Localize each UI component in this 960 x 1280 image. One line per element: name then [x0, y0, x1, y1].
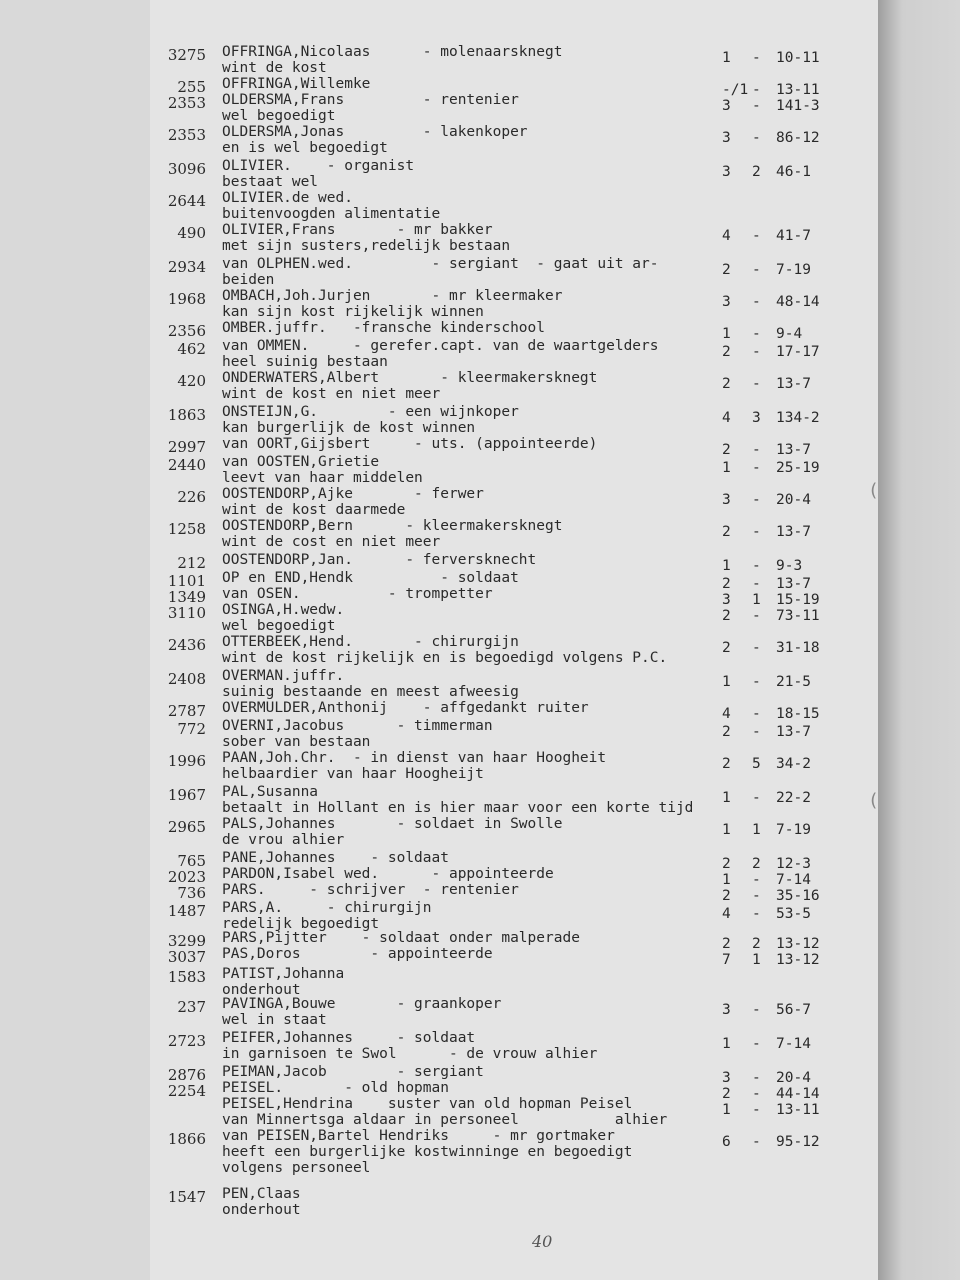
entry-amount: 13-12: [776, 936, 820, 952]
entry-name-line: PARDON,Isabel wed. - appointeerde: [222, 866, 554, 882]
entry-name-line: van OSEN. - trompetter: [222, 586, 493, 602]
entry-col-a: 2: [722, 724, 731, 740]
entry-col-a: 3: [722, 130, 731, 146]
entry-name-line: OLIVIER.de wed.: [222, 190, 353, 206]
entry-col-b: -: [752, 294, 761, 310]
entry-col-b: -: [752, 1002, 761, 1018]
entry-col-b: -: [752, 1070, 761, 1086]
entry-note-line: leevt van haar middelen: [222, 470, 423, 486]
entry-col-a: 2: [722, 936, 731, 952]
entry-col-a: 2: [722, 262, 731, 278]
entry-col-b: -: [752, 906, 761, 922]
entry-number: 1258: [167, 520, 206, 538]
entry-number: 1349: [167, 588, 206, 606]
entry-number: 1866: [167, 1130, 206, 1148]
entry-name-line: OLIVIER,Frans - mr bakker: [222, 222, 493, 238]
entry-name-line: PEIMAN,Jacob - sergiant: [222, 1064, 484, 1080]
entry-col-b: -: [752, 228, 761, 244]
entry-col-b: 1: [752, 592, 761, 608]
entry-name-line: PAS,Doros - appointeerde: [222, 946, 493, 962]
entry-col-a: 2: [722, 376, 731, 392]
entry-number: 2934: [167, 258, 206, 276]
entry-col-a: 2: [722, 756, 731, 772]
entry-amount: 7-14: [776, 1036, 811, 1052]
entry-col-a: 2: [722, 608, 731, 624]
entry-col-a: 4: [722, 906, 731, 922]
entry-name-line: ONDERWATERS,Albert - kleermakersknegt: [222, 370, 598, 386]
entry-name-line: OMBER.juffr. -fransche kinderschool: [222, 320, 546, 336]
entry-col-b: -: [752, 790, 761, 806]
entry-col-b: 2: [752, 856, 761, 872]
entry-name-line: OP en END,Hendk - soldaat: [222, 570, 519, 586]
entry-note-line: wint de kost: [222, 60, 327, 76]
entry-col-b: -: [752, 1102, 761, 1118]
entry-number: 1968: [167, 290, 206, 308]
entry-note-line: van Minnertsga aldaar in personeel alhier: [222, 1112, 668, 1128]
entry-name-line: PANE,Johannes - soldaat: [222, 850, 449, 866]
entry-col-b: -: [752, 460, 761, 476]
entry-amount: 9-4: [776, 326, 803, 342]
entry-note-line: wint de kost en niet meer: [222, 386, 441, 402]
entry-number: 1967: [167, 786, 206, 804]
entry-name-line: PARS,A. - chirurgijn: [222, 900, 432, 916]
entry-number: 2440: [167, 456, 206, 474]
entry-number: 462: [177, 340, 206, 358]
entry-number: 3275: [167, 46, 206, 64]
entry-note-line: sober van bestaan: [222, 734, 371, 750]
entry-name-line: OOSTENDORP,Ajke - ferwer: [222, 486, 484, 502]
binder-hole-mark: (: [868, 480, 879, 501]
entry-col-a: 4: [722, 706, 731, 722]
entry-col-b: -: [752, 888, 761, 904]
entry-col-b: -: [752, 344, 761, 360]
entry-number: 2436: [167, 636, 206, 654]
entry-col-a: 1: [722, 1102, 731, 1118]
entry-number: 1583: [167, 968, 206, 986]
entry-name-line: OOSTENDORP,Jan. - ferversknecht: [222, 552, 537, 568]
entry-col-b: 2: [752, 164, 761, 180]
entry-col-a: 3: [722, 492, 731, 508]
entry-name-line: PAAN,Joh.Chr. - in dienst van haar Hoogheit: [222, 750, 607, 766]
entry-name-line: OLDERSMA,Frans - rentenier: [222, 92, 519, 108]
entry-amount: 44-14: [776, 1086, 820, 1102]
entry-name-line: OLDERSMA,Jonas - lakenkoper: [222, 124, 528, 140]
entry-amount: 13-11: [776, 1102, 820, 1118]
entry-col-a: 6: [722, 1134, 731, 1150]
entry-name-line: OMBACH,Joh.Jurjen - mr kleermaker: [222, 288, 563, 304]
entry-number: 3037: [167, 948, 206, 966]
entry-note-line: redelijk begoedigt: [222, 916, 380, 932]
entry-note-line: met sijn susters,redelijk bestaan: [222, 238, 511, 254]
entry-col-a: -/1: [722, 82, 749, 98]
entry-col-a: 3: [722, 592, 731, 608]
entry-number: 255: [177, 78, 206, 96]
entry-col-b: -: [752, 492, 761, 508]
scan-right-edge: [878, 0, 960, 1280]
entry-col-a: 7: [722, 952, 731, 968]
entry-col-b: -: [752, 1036, 761, 1052]
entry-amount: 7-14: [776, 872, 811, 888]
entry-amount: 13-12: [776, 952, 820, 968]
entry-note-line: heel suinig bestaan: [222, 354, 388, 370]
entry-col-b: -: [752, 724, 761, 740]
entry-note-line: volgens personeel: [222, 1160, 371, 1176]
entry-col-b: -: [752, 872, 761, 888]
entry-number: 1101: [167, 572, 206, 590]
entry-col-a: 2: [722, 856, 731, 872]
entry-col-a: 2: [722, 888, 731, 904]
entry-col-a: 1: [722, 558, 731, 574]
entry-note-line: onderhout: [222, 1202, 301, 1218]
entry-number: 1863: [167, 406, 206, 424]
entry-col-a: 1: [722, 872, 731, 888]
entry-col-b: -: [752, 608, 761, 624]
entry-name-line: OVERMULDER,Anthonij - affgedankt ruiter: [222, 700, 589, 716]
entry-number: 2997: [167, 438, 206, 456]
entry-amount: 10-11: [776, 50, 820, 66]
entry-name-line: PAL,Susanna: [222, 784, 319, 800]
entry-col-b: -: [752, 706, 761, 722]
entry-col-b: -: [752, 376, 761, 392]
scan-left-margin: [0, 0, 150, 1280]
entry-amount: 53-5: [776, 906, 811, 922]
entry-amount: 48-14: [776, 294, 820, 310]
entry-col-b: -: [752, 82, 761, 98]
entry-note-line: beiden: [222, 272, 275, 288]
entry-number: 226: [177, 488, 206, 506]
entry-name-line: PEISEL,Hendrina suster van old hopman Peisel: [222, 1096, 633, 1112]
entry-name-line: van PEISEN,Bartel Hendriks - mr gortmaker: [222, 1128, 615, 1144]
entry-number: 1996: [167, 752, 206, 770]
entry-amount: 9-3: [776, 558, 803, 574]
entry-number: 212: [177, 554, 206, 572]
entry-name-line: PEIFER,Johannes - soldaat: [222, 1030, 476, 1046]
entry-col-a: 2: [722, 524, 731, 540]
entry-name-line: ONSTEIJN,G. - een wijnkoper: [222, 404, 519, 420]
entry-amount: 31-18: [776, 640, 820, 656]
entry-name-line: OTTERBEEK,Hend. - chirurgijn: [222, 634, 519, 650]
entry-note-line: buitenvoogden alimentatie: [222, 206, 441, 222]
entry-col-b: -: [752, 640, 761, 656]
entry-name-line: PATIST,Johanna: [222, 966, 345, 982]
entry-amount: 13-11: [776, 82, 820, 98]
entry-number: 3299: [167, 932, 206, 950]
entry-name-line: van OORT,Gijsbert - uts. (appointeerde): [222, 436, 598, 452]
entry-note-line: wint de kost daarmede: [222, 502, 406, 518]
entry-name-line: van OOSTEN,Grietie: [222, 454, 380, 470]
entry-name-line: OLIVIER. - organist: [222, 158, 415, 174]
entry-name-line: OVERNI,Jacobus - timmerman: [222, 718, 493, 734]
entry-col-b: -: [752, 262, 761, 278]
entry-col-b: 1: [752, 952, 761, 968]
entry-amount: 25-19: [776, 460, 820, 476]
entry-amount: 13-7: [776, 576, 811, 592]
entry-amount: 17-17: [776, 344, 820, 360]
entry-col-a: 2: [722, 1086, 731, 1102]
entry-number: 765: [177, 852, 206, 870]
entry-note-line: helbaardier van haar Hoogheijt: [222, 766, 484, 782]
entry-note-line: suinig bestaande en meest afweesig: [222, 684, 519, 700]
entry-number: 3096: [167, 160, 206, 178]
entry-name-line: PARS,Pijtter - soldaat onder malperade: [222, 930, 580, 946]
entry-col-b: -: [752, 1086, 761, 1102]
entry-name-line: van OMMEN. - gerefer.capt. van de waartgelders: [222, 338, 659, 354]
entry-amount: 7-19: [776, 822, 811, 838]
entry-note-line: wint de cost en niet meer: [222, 534, 441, 550]
entry-amount: 20-4: [776, 492, 811, 508]
entry-col-a: 1: [722, 50, 731, 66]
entry-amount: 41-7: [776, 228, 811, 244]
entry-col-a: 1: [722, 674, 731, 690]
entry-name-line: OFFRINGA,Nicolaas - molenaarsknegt: [222, 44, 563, 60]
entry-number: 237: [177, 998, 206, 1016]
entry-col-a: 1: [722, 790, 731, 806]
entry-number: 490: [177, 224, 206, 242]
entry-amount: 22-2: [776, 790, 811, 806]
entry-col-b: -: [752, 576, 761, 592]
entry-amount: 86-12: [776, 130, 820, 146]
entry-amount: 12-3: [776, 856, 811, 872]
entry-col-a: 3: [722, 1002, 731, 1018]
entry-amount: 21-5: [776, 674, 811, 690]
entry-number: 2353: [167, 94, 206, 112]
entry-amount: 7-19: [776, 262, 811, 278]
entry-note-line: betaalt in Hollant en is hier maar voor een korte tijd: [222, 800, 694, 816]
entry-col-a: 3: [722, 164, 731, 180]
entry-name-line: PALS,Johannes - soldaet in Swolle: [222, 816, 563, 832]
entry-amount: 13-7: [776, 376, 811, 392]
entry-number: 1487: [167, 902, 206, 920]
entry-amount: 20-4: [776, 1070, 811, 1086]
entry-name-line: OVERMAN.juffr.: [222, 668, 345, 684]
entry-number: 3110: [167, 604, 206, 622]
entry-number: 2876: [167, 1066, 206, 1084]
entry-amount: 34-2: [776, 756, 811, 772]
entry-note-line: kan sijn kost rijkelijk winnen: [222, 304, 484, 320]
entry-note-line: bestaat wel: [222, 174, 319, 190]
entry-amount: 56-7: [776, 1002, 811, 1018]
entry-note-line: de vrou alhier: [222, 832, 345, 848]
entry-col-a: 1: [722, 326, 731, 342]
entry-note-line: en is wel begoedigt: [222, 140, 388, 156]
entry-number: 772: [177, 720, 206, 738]
entry-col-a: 4: [722, 228, 731, 244]
entry-amount: 13-7: [776, 442, 811, 458]
entry-number: 1547: [167, 1188, 206, 1206]
entry-col-b: -: [752, 558, 761, 574]
entry-amount: 73-11: [776, 608, 820, 624]
entry-number: 2644: [167, 192, 206, 210]
entry-name-line: PEISEL. - old hopman: [222, 1080, 449, 1096]
entry-col-b: 5: [752, 756, 761, 772]
entry-note-line: heeft een burgerlijke kostwinninge en begoedigt: [222, 1144, 633, 1160]
entry-note-line: wel in staat: [222, 1012, 327, 1028]
entry-col-a: 1: [722, 822, 731, 838]
entry-note-line: kan burgerlijk de kost winnen: [222, 420, 476, 436]
entry-col-b: 2: [752, 936, 761, 952]
entry-note-line: in garnisoen te Swol - de vrouw alhier: [222, 1046, 598, 1062]
entry-name-line: PARS. - schrijver - rentenier: [222, 882, 519, 898]
entry-number: 2723: [167, 1032, 206, 1050]
entry-col-b: -: [752, 98, 761, 114]
entry-name-line: PEN,Claas: [222, 1186, 301, 1202]
page-number: 40: [532, 1232, 553, 1251]
entry-amount: 35-16: [776, 888, 820, 904]
entry-number: 2356: [167, 322, 206, 340]
entry-col-b: -: [752, 674, 761, 690]
entry-amount: 18-15: [776, 706, 820, 722]
entry-number: 2787: [167, 702, 206, 720]
entry-amount: 13-7: [776, 724, 811, 740]
entry-col-b: -: [752, 50, 761, 66]
entry-col-b: -: [752, 326, 761, 342]
entry-col-a: 3: [722, 98, 731, 114]
entry-col-a: 3: [722, 1070, 731, 1086]
entry-amount: 13-7: [776, 524, 811, 540]
entry-col-a: 2: [722, 576, 731, 592]
entry-col-a: 1: [722, 1036, 731, 1052]
entry-name-line: OOSTENDORP,Bern - kleermakersknegt: [222, 518, 563, 534]
entry-amount: 134-2: [776, 410, 820, 426]
entry-col-a: 3: [722, 294, 731, 310]
entry-col-b: 1: [752, 822, 761, 838]
entry-number: 420: [177, 372, 206, 390]
entry-col-a: 1: [722, 460, 731, 476]
entry-amount: 46-1: [776, 164, 811, 180]
entry-col-b: -: [752, 1134, 761, 1150]
entry-col-b: -: [752, 130, 761, 146]
binder-hole-mark: (: [868, 790, 879, 811]
entry-col-b: -: [752, 442, 761, 458]
entry-col-a: 2: [722, 344, 731, 360]
entry-col-b: -: [752, 524, 761, 540]
entry-number: 2965: [167, 818, 206, 836]
entry-col-a: 4: [722, 410, 731, 426]
entry-amount: 141-3: [776, 98, 820, 114]
entry-note-line: onderhout: [222, 982, 301, 998]
entry-number: 2353: [167, 126, 206, 144]
entry-col-b: 3: [752, 410, 761, 426]
entry-name-line: OSINGA,H.wedw.: [222, 602, 345, 618]
entry-name-line: PAVINGA,Bouwe - graankoper: [222, 996, 502, 1012]
entry-number: 2408: [167, 670, 206, 688]
entry-note-line: wel begoedigt: [222, 108, 336, 124]
entry-amount: 95-12: [776, 1134, 820, 1150]
entry-number: 736: [177, 884, 206, 902]
entry-name-line: van OLPHEN.wed. - sergiant - gaat uit ar-: [222, 256, 659, 272]
entry-note-line: wint de kost rijkelijk en is begoedigd volgens P.C.: [222, 650, 668, 666]
entry-col-a: 2: [722, 442, 731, 458]
entry-note-line: wel begoedigt: [222, 618, 336, 634]
entry-number: 2254: [167, 1082, 206, 1100]
entry-amount: 15-19: [776, 592, 820, 608]
entry-number: 2023: [167, 868, 206, 886]
entry-name-line: OFFRINGA,Willemke: [222, 76, 371, 92]
entry-col-a: 2: [722, 640, 731, 656]
